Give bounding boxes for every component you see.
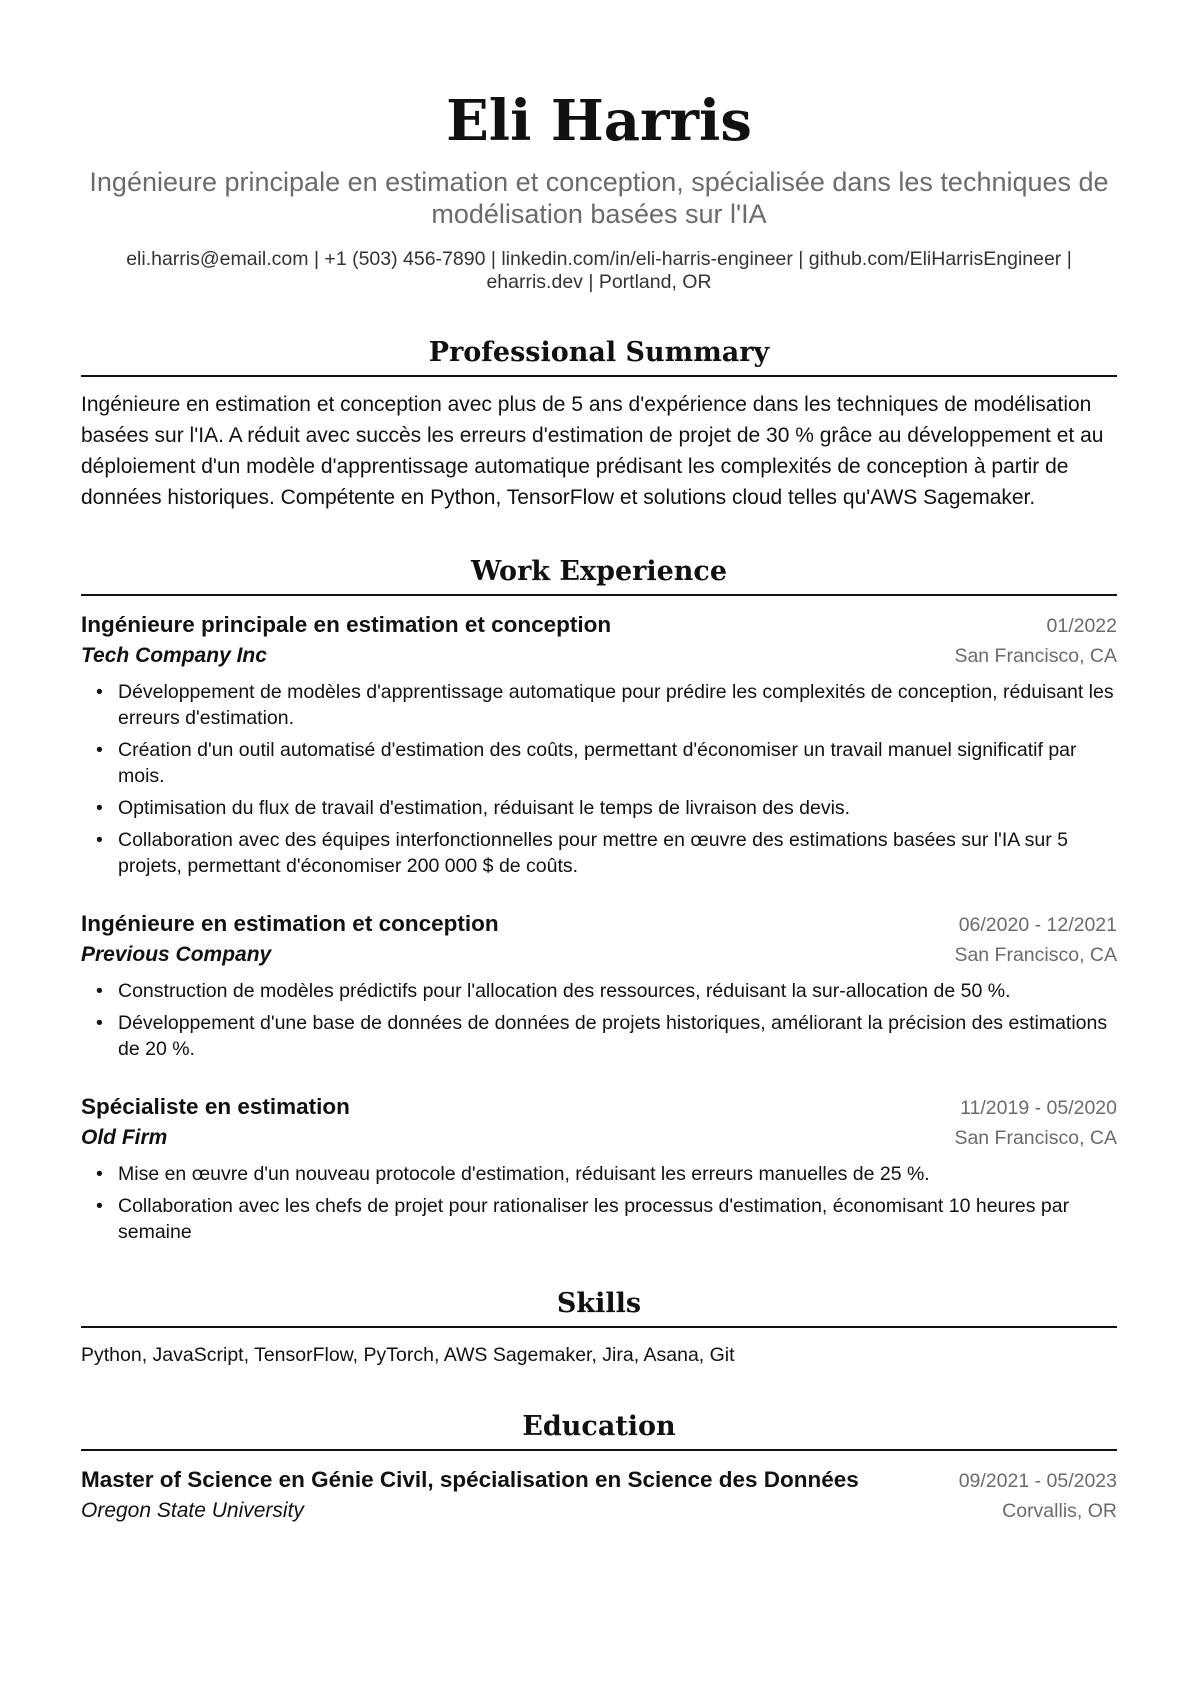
- resume-header: [81, 80, 1117, 294]
- bullet-dot-icon: •: [96, 681, 103, 703]
- bullet-item: [81, 795, 1117, 821]
- candidate-headline: Ingénieure principale en estimation et conception, spécialisée dans les techniques de modélisation basées sur l'IA: [89, 167, 1109, 229]
- job-title-row: [81, 610, 1117, 641]
- job-date: 11/2019 - 05/2020: [960, 1097, 1117, 1119]
- job-bullets: [81, 978, 1117, 1062]
- bullet-dot-icon: •: [96, 797, 103, 819]
- experience-heading: Work Experience: [81, 553, 1117, 596]
- job-title: Ingénieure principale en estimation et conception: [81, 612, 612, 637]
- bullet-item: [81, 1193, 1117, 1245]
- skills-section: [81, 1285, 1117, 1368]
- education-location: Corvallis, OR: [1002, 1500, 1117, 1522]
- bullet-dot-icon: •: [96, 829, 103, 851]
- job-title: Ingénieure en estimation et conception: [81, 911, 499, 936]
- job-entry: [81, 1092, 1117, 1245]
- bullet-dot-icon: •: [96, 739, 103, 761]
- job-company-row: [81, 940, 1117, 970]
- job-bullets: [81, 679, 1117, 879]
- education-heading: Education: [81, 1408, 1117, 1451]
- bullet-text: Optimisation du flux de travail d'estimation, réduisant le temps de livraison des devis.: [118, 797, 851, 819]
- bullet-text: Construction de modèles prédictifs pour l'allocation des ressources, réduisant la sur-allocation de 50 %.: [118, 980, 1011, 1002]
- job-title: Spécialiste en estimation: [81, 1094, 350, 1119]
- job-company: Old Firm: [81, 1126, 168, 1149]
- bullet-text: Développement d'une base de données de données de projets historiques, améliorant la précision des estimations de 20 %.: [118, 1012, 1108, 1060]
- job-location: San Francisco, CA: [954, 944, 1117, 966]
- resume-page: [81, 80, 1117, 1526]
- summary-heading: Professional Summary: [81, 334, 1117, 377]
- bullet-item: [81, 978, 1117, 1004]
- bullet-text: Mise en œuvre d'un nouveau protocole d'estimation, réduisant les erreurs manuelles de 25 %.: [118, 1163, 930, 1185]
- bullet-dot-icon: •: [96, 1195, 103, 1217]
- job-company: Tech Company Inc: [81, 644, 267, 667]
- job-bullets: [81, 1161, 1117, 1245]
- bullet-item: [81, 1010, 1117, 1062]
- bullet-item: [81, 1161, 1117, 1187]
- education-school: Oregon State University: [81, 1499, 304, 1522]
- job-company-row: [81, 1123, 1117, 1153]
- education-degree: Master of Science en Génie Civil, spécialisation en Science des Données: [81, 1467, 859, 1492]
- bullet-item: [81, 737, 1117, 789]
- job-date: 06/2020 - 12/2021: [958, 914, 1117, 936]
- education-title-row: [81, 1465, 1117, 1496]
- job-entry: [81, 610, 1117, 879]
- candidate-name: Eli Harris: [446, 88, 752, 154]
- job-date: 01/2022: [1046, 615, 1117, 637]
- experience-section: [81, 553, 1117, 1245]
- bullet-dot-icon: •: [96, 980, 103, 1002]
- bullet-dot-icon: •: [96, 1163, 103, 1185]
- job-title-row: [81, 1092, 1117, 1123]
- education-section: [81, 1408, 1117, 1526]
- job-entry: [81, 909, 1117, 1062]
- bullet-text: Développement de modèles d'apprentissage automatique pour prédire les complexités de conception, réduisant les erreurs d'estimation.: [118, 681, 1114, 729]
- contact-line: eli.harris@email.com | +1 (503) 456-7890 | linkedin.com/in/eli-harris-engineer | github.com/EliHarrisEngineer | eharris.dev | Portland, OR: [126, 248, 1072, 293]
- bullet-item: [81, 827, 1117, 879]
- bullet-text: Création d'un outil automatisé d'estimation des coûts, permettant d'économiser un travail manuel significatif par mois.: [118, 739, 1077, 787]
- job-title-row: [81, 909, 1117, 940]
- bullet-item: [81, 679, 1117, 731]
- bullet-dot-icon: •: [96, 1012, 103, 1034]
- bullet-text: Collaboration avec des équipes interfonctionnelles pour mettre en œuvre des estimations basées sur l'IA sur 5 projets, permettant d'économiser 200 000 $ de coûts.: [118, 829, 1068, 877]
- education-school-row: [81, 1496, 1117, 1526]
- education-date: 09/2021 - 05/2023: [958, 1470, 1117, 1492]
- summary-text: Ingénieure en estimation et conception avec plus de 5 ans d'expérience dans les techniques de modélisation basées sur l'IA. A réduit avec succès les erreurs d'estimation de projet de 30 % grâce au développement et au déploiement d'un modèle d'apprentissage automatique prédisant les complexités de conception à partir de données historiques. Compétente en Python, TensorFlow et solutions cloud telles qu'AWS Sagemaker.: [81, 393, 1104, 509]
- bullet-text: Collaboration avec les chefs de projet pour rationaliser les processus d'estimation, économisant 10 heures par semaine: [118, 1195, 1070, 1243]
- job-location: San Francisco, CA: [954, 645, 1117, 667]
- job-location: San Francisco, CA: [954, 1127, 1117, 1149]
- skills-heading: Skills: [81, 1285, 1117, 1328]
- job-company: Previous Company: [81, 943, 272, 966]
- job-company-row: [81, 641, 1117, 671]
- education-entry: [81, 1465, 1117, 1526]
- skills-list: Python, JavaScript, TensorFlow, PyTorch, AWS Sagemaker, Jira, Asana, Git: [81, 1344, 735, 1366]
- summary-section: [81, 334, 1117, 513]
